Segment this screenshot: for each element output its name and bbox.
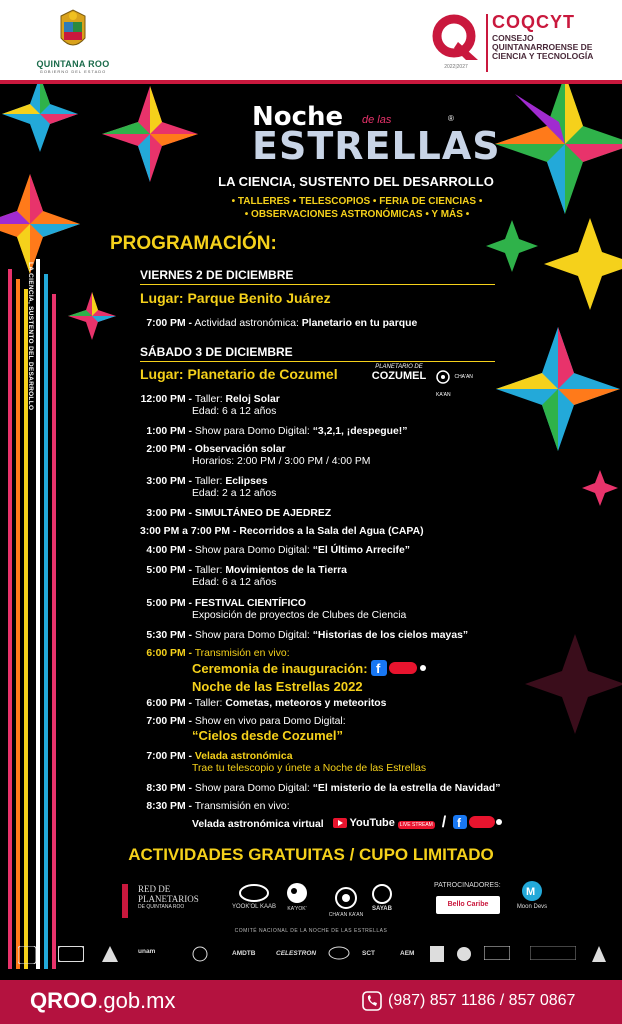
event-time: 3:00 PM - (146, 476, 192, 487)
day-divider (140, 361, 495, 362)
red-planetarios-sub: DE QUINTANA ROO (138, 904, 185, 910)
event-title: Observación solar (194, 444, 286, 455)
coqcyt-name: COQCYT (492, 12, 576, 32)
star-icon (2, 84, 78, 152)
logo-icon (58, 946, 84, 964)
logo-icon (456, 946, 472, 964)
ceremony-title (192, 660, 550, 679)
gobierno-text: GOBIERNO DEL ESTADO (39, 69, 107, 74)
coqcyt-years: 2022|2027 (444, 64, 468, 70)
event-pre: Transmisión en vivo: (194, 648, 290, 659)
header (0, 0, 622, 80)
event-pre: Taller: (194, 698, 223, 709)
event-item (130, 751, 550, 775)
svg-text:f: f (457, 816, 462, 829)
moon-devs-icon (521, 880, 543, 902)
event-pre: Transmisión en vivo: (194, 801, 290, 812)
sct-logo: SCT (362, 950, 375, 957)
saturday-lugar: Lugar: Planetario de Cozumel (140, 366, 338, 382)
event-title: Movimientos de la Tierra (225, 565, 347, 576)
bello-caribe-logo: Bello Caribe (436, 896, 500, 914)
title-noche: Noche (252, 102, 344, 132)
youtube-icon (333, 818, 347, 828)
amdtb-logo: AMDTB (232, 950, 256, 957)
star-icon (486, 220, 538, 272)
event-title: Eclipses (225, 476, 268, 487)
footer (0, 980, 622, 1024)
red-planetarios-logo (118, 884, 218, 910)
event-title: “Cielos desde Cozumel” (192, 728, 343, 743)
event-sub: Edad: 6 a 12 años (192, 577, 277, 588)
star-icon (102, 86, 198, 182)
day-divider (140, 284, 495, 285)
star-icon (582, 470, 618, 506)
event-title: “3,2,1, ¡despegue!” (312, 426, 408, 437)
event-item (130, 801, 550, 833)
telescope-icon (118, 884, 132, 918)
quintana-roo-logo (28, 8, 118, 74)
event-time: 12:00 PM - (140, 394, 192, 405)
event-pre: Show para Domo Digital: (194, 783, 310, 794)
celestron-logo: CELESTRON (276, 950, 317, 957)
youtube-label: YouTube (349, 817, 395, 829)
friday-lugar: Lugar: Parque Benito Juárez (140, 290, 331, 306)
event-pre: Taller: (194, 565, 223, 576)
planetario-cozumel-logo (368, 364, 430, 382)
tags-line-2: • OBSERVACIONES ASTRONÓMICAS • Y MÁS • (244, 209, 470, 220)
institution-logos-strip (10, 940, 612, 968)
sayab-text: SAYAB (372, 906, 392, 912)
event-time: 7:00 PM - (146, 716, 192, 727)
star-icon (68, 292, 116, 340)
event-time: 4:00 PM - (146, 545, 192, 556)
chaan-kaan-icon (334, 886, 358, 910)
event-item (130, 508, 550, 520)
event-item (130, 526, 550, 538)
event-time: 3:00 PM a 7:00 PM - (140, 526, 237, 537)
event-pre: Show en vivo para Domo Digital: (194, 716, 346, 727)
event-title: “El misterio de la estrella de Navidad” (312, 783, 501, 794)
facebook-live-icon (371, 660, 427, 676)
ceremony-subtitle: Noche de las Estrellas 2022 (192, 679, 363, 694)
event-item (130, 545, 550, 557)
registered-mark: ® (448, 114, 454, 123)
event-time: 1:00 PM - (146, 426, 192, 437)
activity-tags (0, 195, 622, 221)
star-icon (544, 218, 622, 310)
event-time: 7:00 PM - (146, 318, 192, 329)
unam-logo: unam (138, 948, 156, 955)
chaan-kaan-text: CHA'AN KA'AN (328, 912, 364, 918)
event-sub: Trae tu telescopio y únete a Noche de las Estrellas (192, 763, 427, 774)
phone-number[interactable]: (987) 857 1186 / 857 0867 (388, 992, 576, 1009)
kayok-icon (286, 882, 308, 904)
phone-icon (362, 991, 382, 1011)
logo-icon (18, 946, 36, 966)
stripe (52, 294, 56, 969)
sayab-logo (364, 884, 400, 912)
logo-icon (592, 946, 606, 964)
facebook-live-icon (453, 815, 503, 829)
coqcyt-q-icon (430, 14, 482, 62)
aem-logo: AEM (400, 950, 415, 957)
svg-text:M: M (526, 886, 536, 898)
event-time: 6:00 PM - (146, 698, 192, 709)
separator-slash: / (441, 813, 447, 831)
quintana-roo-text: QUINTANA ROO (36, 59, 110, 69)
stripe (16, 279, 20, 969)
event-title: Velada astronómica virtual (192, 818, 324, 830)
event-item (130, 394, 550, 418)
event-time: 5:00 PM - (146, 565, 192, 576)
event-pre: Actividad astronómica: (194, 318, 299, 329)
event-item (130, 648, 550, 694)
event-time: 5:00 PM - (146, 598, 192, 609)
event-time: 8:30 PM - (146, 801, 192, 812)
event-time: 3:00 PM - (146, 508, 192, 519)
event-item (130, 716, 550, 743)
tags-line-1: • TALLERES • TELESCOPIOS • FERIA DE CIENCIAS • (231, 196, 483, 207)
event-sub: Edad: 6 a 12 años (192, 406, 277, 417)
title-de-las: de las (362, 114, 392, 126)
logo-icon (484, 946, 510, 962)
venue-logo-line3: CHA'AN KA'AN (436, 373, 473, 398)
event-title: Planetario en tu parque (301, 318, 418, 329)
event-time: 6:00 PM - (146, 648, 192, 659)
yook-kaab-icon (239, 884, 269, 902)
event-time: 8:30 PM - (146, 783, 192, 794)
event-sub: Horarios: 2:00 PM / 3:00 PM / 4:00 PM (192, 456, 371, 467)
red-planetarios-text: RED DE PLANETARIOS (138, 884, 199, 904)
event-pre: Show para Domo Digital: (194, 630, 310, 641)
youtube-live-badge[interactable] (333, 817, 435, 831)
live-stream-badge: LIVE STREAM (399, 822, 433, 828)
chaan-kaan-icon (436, 370, 450, 384)
venue-logo-line1: PLANETARIO DE (375, 364, 423, 370)
event-title: Ceremonia de inauguración: (192, 660, 368, 676)
coqcyt-description: CONSEJO QUINTANARROENSE DE CIENCIA Y TECNOLOGÍA (492, 33, 594, 61)
event-item (130, 630, 550, 642)
event-item (130, 444, 550, 468)
comite-label: COMITÉ NACIONAL DE LA NOCHE DE LAS ESTRELLAS (234, 928, 388, 934)
friday-event (130, 318, 550, 330)
event-pre: Show para Domo Digital: (194, 426, 310, 437)
sponsors-label: PATROCINADORES: (434, 882, 501, 889)
title-estrellas: ESTRELLAS (252, 124, 501, 168)
event-item (130, 426, 550, 438)
url-bold: QROO (30, 988, 98, 1013)
venue-logo-line2: COZUMEL (371, 370, 427, 382)
url-rest: .gob.mx (97, 988, 176, 1013)
event-title: Recorridos a la Sala del Agua (CAPA) (239, 526, 424, 537)
moon-devs-logo (510, 880, 554, 910)
event-sub: Edad: 2 a 12 años (192, 488, 277, 499)
logo-icon (530, 946, 576, 962)
kayok-text: KA'YOK' (287, 906, 307, 912)
event-item (130, 783, 550, 795)
coqcyt-divider (486, 14, 488, 72)
event-item (130, 598, 550, 622)
event-desc (195, 394, 280, 406)
moon-devs-text: Moon Devs (516, 904, 548, 910)
facebook-live-badge[interactable] (371, 660, 427, 679)
coat-of-arms-icon (53, 8, 93, 54)
event-pre: Show para Domo Digital: (194, 545, 310, 556)
kayok-logo (280, 882, 314, 912)
event-title: Cometas, meteoros y meteoritos (225, 698, 387, 709)
event-title: SIMULTÁNEO DE AJEDREZ (194, 508, 332, 519)
yook-kaab-logo (226, 884, 282, 910)
friday-heading: VIERNES 2 DE DICIEMBRE (140, 268, 294, 282)
logo-icon (102, 946, 118, 964)
event-sub: Exposición de proyectos de Clubes de Ciencia (192, 610, 407, 621)
free-activities-banner: ACTIVIDADES GRATUITAS / CUPO LIMITADO (128, 845, 494, 864)
event-title: “El Último Arrecife” (312, 545, 410, 556)
event-title: FESTIVAL CIENTÍFICO (194, 598, 306, 609)
event-item (130, 565, 550, 589)
logo-icon (430, 946, 444, 964)
svg-text:f: f (376, 661, 381, 676)
event-time: 2:00 PM - (146, 444, 192, 455)
virtual-row (192, 815, 550, 833)
event-time: 5:30 PM - (146, 630, 192, 641)
event-title: Velada astronómica (194, 751, 293, 762)
logo-icon (328, 946, 350, 962)
event-title: Reloj Solar (225, 394, 280, 405)
sayab-icon (372, 884, 392, 904)
event-pre: Taller: (194, 476, 223, 487)
event-pre: Taller: (194, 394, 223, 405)
facebook-live-badge[interactable] (453, 815, 503, 833)
yook-kaab-text: YOOK'OL KAAB (232, 904, 276, 910)
coqcyt-logo (430, 10, 610, 72)
saturday-heading: SÁBADO 3 DE DICIEMBRE (140, 345, 293, 359)
event-time: 7:00 PM - (146, 751, 192, 762)
programacion-heading: PROGRAMACIÓN: (110, 233, 277, 254)
event-item (130, 476, 550, 500)
vertical-slogan: LA CIENCIA, SUSTENTO DEL DESARROLLO (27, 262, 34, 411)
website-link[interactable] (30, 988, 176, 1014)
slogan: LA CIENCIA, SUSTENTO DEL DESARROLLO (218, 174, 494, 189)
logo-icon (192, 946, 208, 964)
event-title: “Historias de los cielos mayas” (312, 630, 469, 641)
event-item (130, 698, 550, 710)
